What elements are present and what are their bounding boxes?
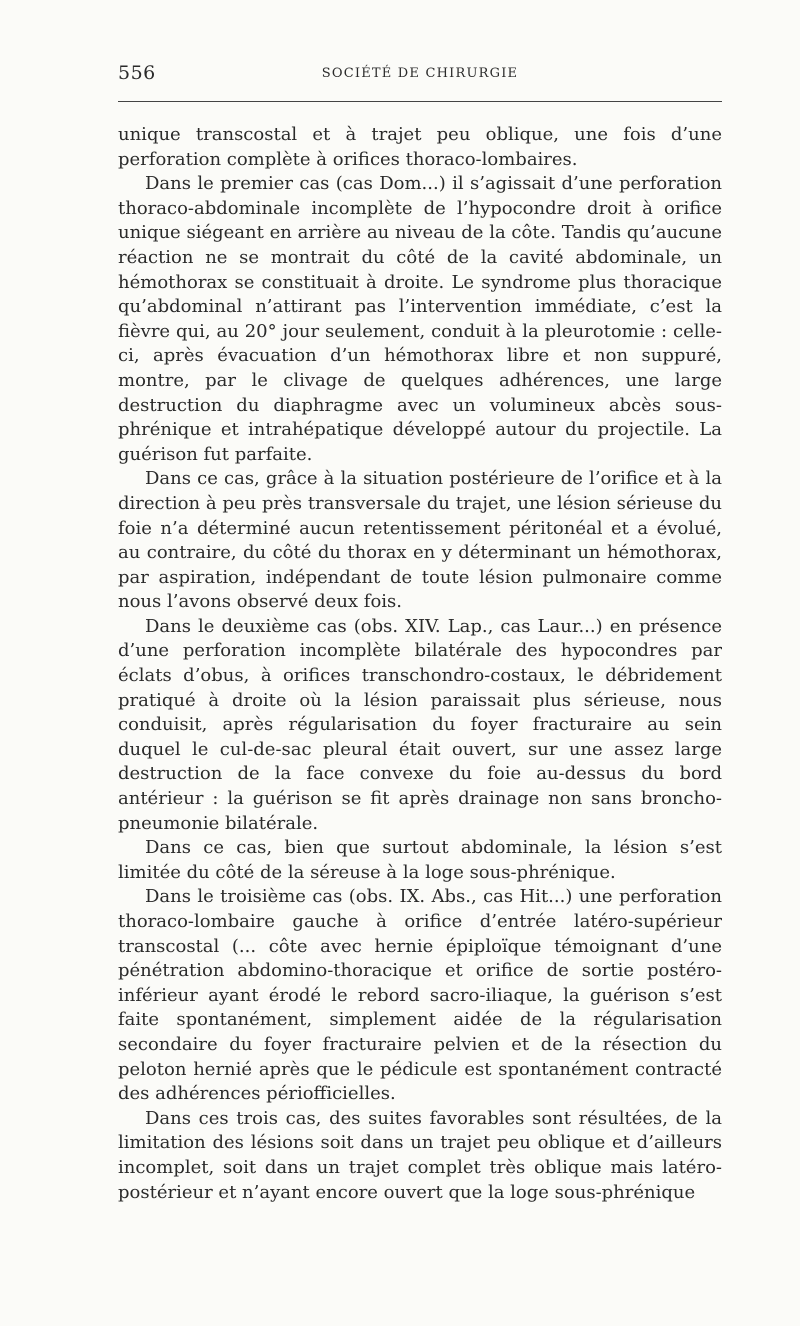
running-head: SOCIÉTÉ DE CHIRURGIE (321, 66, 519, 81)
page-number: 556 (118, 62, 156, 84)
body-text (118, 123, 722, 1205)
header-rule (118, 101, 722, 102)
paragraph-continued: unique transcostal et à trajet peu oblique, une fois d’une perforation complète à orifices thoraco-lombaires. (118, 124, 722, 170)
paragraph-third-case: Dans le troisième cas (obs. IX. Abs., cas Hit...) une perforation thoraco-lombaire gauche à orifice d’entrée latéro-supérieur transcostal (... côte avec hernie épiploïque témoignant d’une pénétration abdomino-thoracique et orifice de sortie postéro-inférieur ayant érodé le rebord sacro-iliaque, la guérison s’est faite spontanément, simplement aidée de la régularisation secondaire du foyer fracturaire pelvien et de la résection du peloton hernié après que le pédicule est spontanément contracté des adhérences périofficielles. (118, 886, 722, 1105)
page-header (118, 62, 722, 88)
paragraph-first-case: Dans le premier cas (cas Dom...) il s’agissait d’une perforation thoraco-abdominale incomplète de l’hypocondre droit à orifice unique siégeant en arrière au niveau de la côte. Tandis qu’aucune réaction ne se montrait du côté de la cavité abdominale, un hémothorax se constituait à droite. Le syndrome plus thoracique qu’abdominal n’attirant pas l’intervention immédiate, c’est la fièvre qui, au 20° jour seulement, conduit à la pleurotomie : celle-ci, après évacuation d’un hémothorax libre et non suppuré, montre, par le clivage de quelques adhérences, une large destruction du diaphragme avec un volumineux abcès sous-phrénique et intrahépatique développé autour du projectile. La guérison fut parfaite. (118, 173, 722, 465)
paragraph-second-case: Dans le deuxième cas (obs. XIV. Lap., cas Laur...) en présence d’une perforation incomplète bilatérale des hypocondres par éclats d’obus, à orifices transchondro-costaux, le débridement pratiqué à droite où la lésion paraissait plus sérieuse, nous conduisit, après régularisation du foyer fracturaire au sein duquel le cul-de-sac pleural était ouvert, sur une assez large destruction de la face convexe du foie au-dessus du bord antérieur : la guérison se fit après drainage non sans broncho-pneumonie bilatérale. (118, 615, 722, 834)
paragraph-conclusion: Dans ces trois cas, des suites favorables sont résultées, de la limitation des lésions soit dans un trajet peu oblique et d’ailleurs incomplet, soit dans un trajet complet très oblique mais latéro-postérieur et n’ayant encore ouvert que la loge sous-phrénique (118, 1107, 722, 1203)
paragraph-first-case-comment: Dans ce cas, grâce à la situation postérieure de l’orifice et à la direction à peu près transversale du trajet, une lésion sérieuse du foie n’a déterminé aucun retentissement péritonéal et a évolué, au contraire, du côté du thorax en y déterminant un hémothorax, par aspiration, indépendant de toute lésion pulmonaire comme nous l’avons observé deux fois. (118, 468, 722, 613)
paragraph-second-case-comment: Dans ce cas, bien que surtout abdominale, la lésion s’est limitée du côté de la séreuse à la loge sous-phrénique. (118, 837, 722, 883)
